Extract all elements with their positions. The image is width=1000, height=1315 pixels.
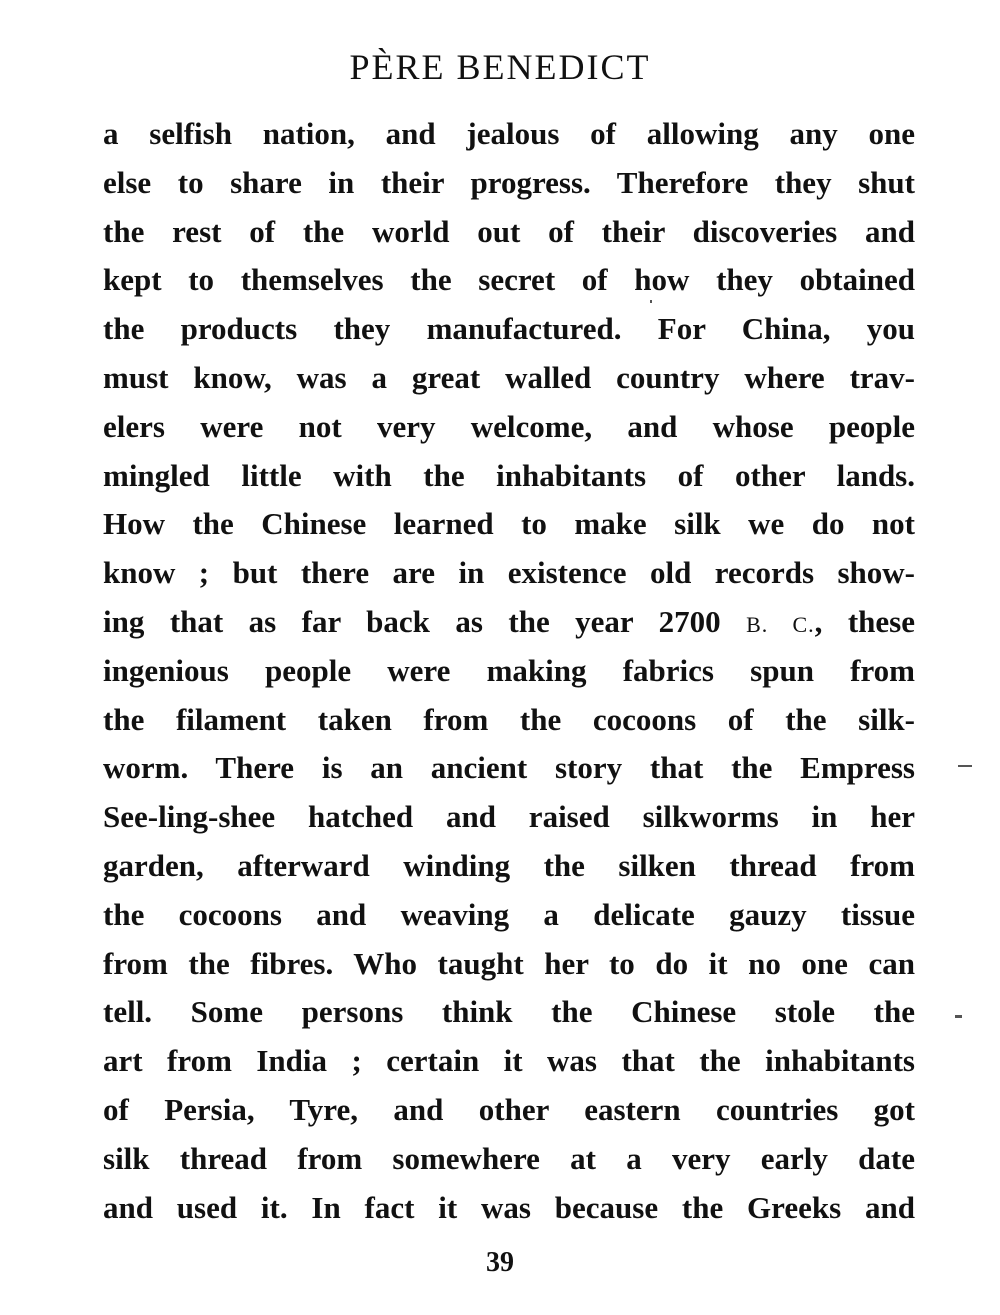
text-line-13: the filament taken from the cocoons of the silk-: [103, 701, 915, 737]
text-line-19: tell. Some persons think the Chinese stole the: [103, 994, 915, 1030]
text-line-6: must know, was a great walled country where trav-: [103, 359, 915, 395]
body-text: [103, 110, 915, 1232]
text-line-15: See-ling-shee hatched and raised silkworms in her: [103, 799, 915, 835]
text-line-5: the products they manufactured. For China, you: [103, 311, 915, 347]
text-line-11: [103, 598, 915, 647]
text-line-9: How the Chinese learned to make silk we do not: [103, 506, 915, 542]
text-line-2: else to share in their progress. Therefore they shut: [103, 164, 915, 200]
text-line-11-end: , these: [814, 603, 915, 639]
text-line-10: know ; but there are in existence old records show-: [103, 555, 915, 591]
scan-speck: [650, 300, 652, 303]
text-line-1: a selfish nation, and jealous of allowing any one: [103, 116, 915, 151]
text-line-22: silk thread from somewhere at a very early date: [103, 1140, 915, 1176]
era-abbreviation: B. C.: [746, 611, 815, 637]
text-line-14: worm. There is an ancient story that the Empress: [103, 750, 915, 786]
text-line-7: elers were not very welcome, and whose people: [103, 408, 915, 444]
scan-speck: [958, 765, 972, 767]
text-line-16: garden, afterward winding the silken thread from: [103, 847, 915, 883]
text-line-8: mingled little with the inhabitants of other lands.: [103, 457, 915, 493]
text-line-11-start: ing that as far back as the year 2700: [103, 603, 747, 639]
text-line-3: the rest of the world out of their discoveries and: [103, 213, 915, 249]
text-line-21: of Persia, Tyre, and other eastern countries got: [103, 1091, 915, 1127]
text-line-17: the cocoons and weaving a delicate gauzy tissue: [103, 896, 915, 932]
text-line-23: and used it. In fact it was because the Greeks and: [103, 1189, 915, 1225]
page-number: 39: [486, 1247, 514, 1278]
running-head: PÈRE BENEDICT: [349, 47, 651, 87]
text-line-20: art from India ; certain it was that the inhabitants: [103, 1043, 915, 1079]
text-line-4: kept to themselves the secret of how they obtained: [103, 262, 915, 298]
scan-speck: [955, 1015, 962, 1018]
text-line-12: ingenious people were making fabrics spun from: [103, 652, 915, 688]
text-line-18: from the fibres. Who taught her to do it no one can: [103, 945, 915, 981]
